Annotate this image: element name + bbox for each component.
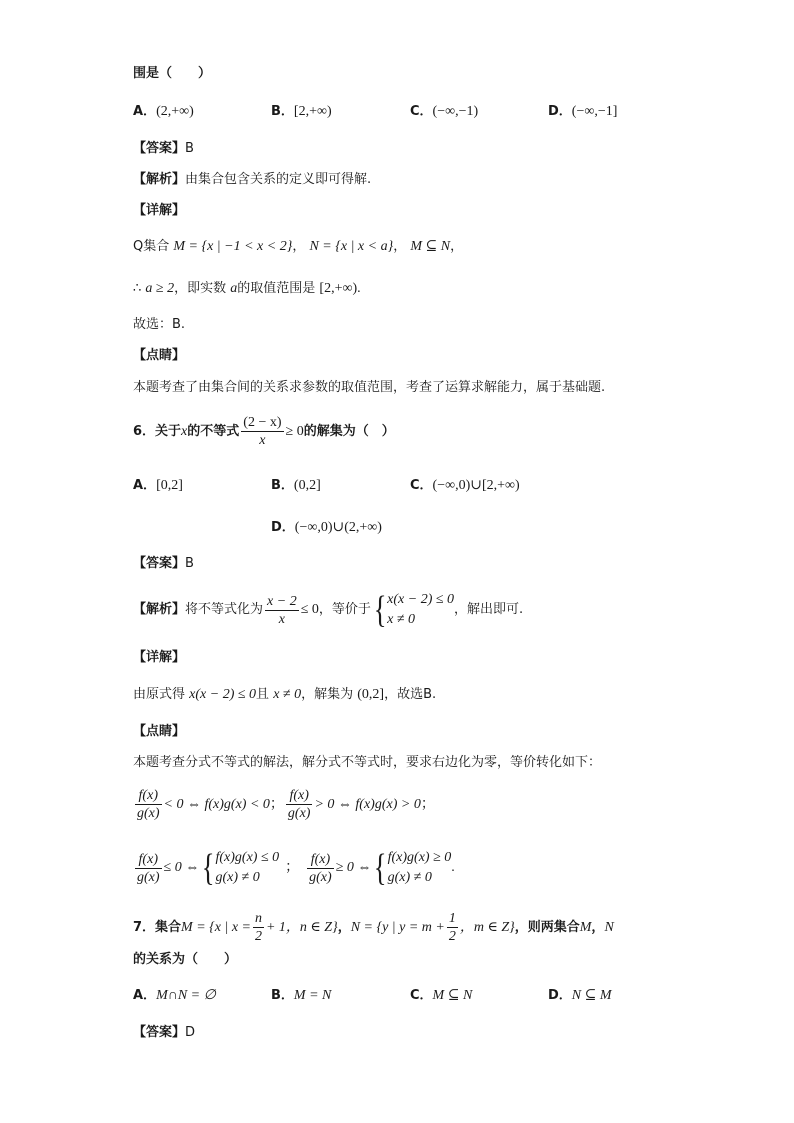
q5-detail-line-2: ∴ a ≥ 2，即实数 a的取值范围是 [2,+∞). [133, 281, 361, 296]
q6-rule-row-1: $\frac{f(x)}{g(x)}$ < 0 ⇔ f(x)g(x) < 0 ； $\frac{f(x)}{g(x)}$ > 0 ⇔ f(x)g(x) > 0 ； [137, 788, 435, 821]
q7-option-d: D．N ⊆ M [548, 988, 612, 1003]
q6-analysis-system: x(x − 2) ≤ 0 x ≠ 0 [387, 592, 455, 627]
q6-option-b: B．(0,2] [271, 478, 321, 493]
q5-detail-heading: 【详解】 [133, 203, 186, 218]
q5-answer: 【答案】B [133, 141, 194, 156]
q7-option-c: C．M ⊆ N [410, 988, 473, 1003]
q6-comment: 本题考查分式不等式的解法，解分式不等式时，要求右边化为零，等价转化如下： [133, 755, 602, 770]
q6-detail-heading: 【详解】 [133, 650, 186, 665]
q6-answer: 【答案】B [133, 556, 194, 571]
q5-comment: 本题考查了由集合间的关系求参数的取值范围，考查了运算求解能力，属于基础题. [133, 380, 606, 395]
q6-option-d: D．(−∞,0)∪(2,+∞) [271, 520, 382, 535]
q6-stem: 6．关于 x 的不等式 $\frac{(2 - x)}{x}$ ≥ 0 的解集为（ ） [133, 415, 395, 448]
q7-stem: 7．集合 M = {x | x = $\frac{n}{2}$ + 1，n ∈ Z} ， N = {y | y = m + $\frac{1}{2}$ ，m ∈ Z} ，则两集合 M ， N [133, 911, 614, 944]
q7-option-b: B．M = N [271, 988, 332, 1003]
q7-stem-line-2: 的关系为（ ） [133, 952, 238, 967]
q5-choose: 故选：B. [133, 317, 186, 332]
q7-answer: 【答案】D [133, 1025, 196, 1040]
q5-stem-tail: 围是（ ） [133, 66, 212, 81]
q5-analysis: 【解析】由集合包含关系的定义即可得解. [133, 172, 372, 187]
q7-option-a: A．M∩N = ∅ [133, 988, 216, 1003]
q5-comment-heading: 【点睛】 [133, 348, 186, 363]
q6-option-c: C．(−∞,0)∪[2,+∞) [410, 478, 520, 493]
q6-analysis-fraction: $\frac{x - 2}{x}$ [267, 593, 297, 627]
q6-rule-row-2: $\frac{f(x)}{g(x)}$ ≤ 0 ⇔ { f(x)g(x) ≤ 0 g(x) ≠ 0 ； $\frac{f(x)}{g(x)}$ ≥ 0 ⇔ { f(x)g(x) ≥ 0 g(x) ≠ 0 . [137, 847, 455, 889]
q6-comment-heading: 【点睛】 [133, 724, 186, 739]
q6-detail: 由原式得 x(x − 2) ≤ 0且 x ≠ 0，解集为 (0,2]，故选B. [133, 687, 437, 702]
q6-option-a: A．[0,2] [133, 478, 183, 493]
q6-analysis: 【解析】 将不等式化为 $\frac{x - 2}{x}$ ≤ 0 ，等价于 { x(x − 2) ≤ 0 x ≠ 0 ，解出即可. [133, 589, 524, 631]
q5-option-c: C．(−∞,−1) [410, 104, 479, 119]
q5-detail-line-1: Q集合 M = {x | −1 < x < 2}， N = {x | x < a}， M ⊆ N， [133, 239, 464, 254]
system-brace: { [373, 589, 387, 631]
q5-option-d: D．(−∞,−1] [548, 104, 618, 119]
q6-stem-fraction: $\frac{(2 - x)}{x}$ [243, 415, 282, 448]
q5-option-b: B．[2,+∞) [271, 104, 332, 119]
q5-option-a: A．(2,+∞) [133, 104, 194, 119]
